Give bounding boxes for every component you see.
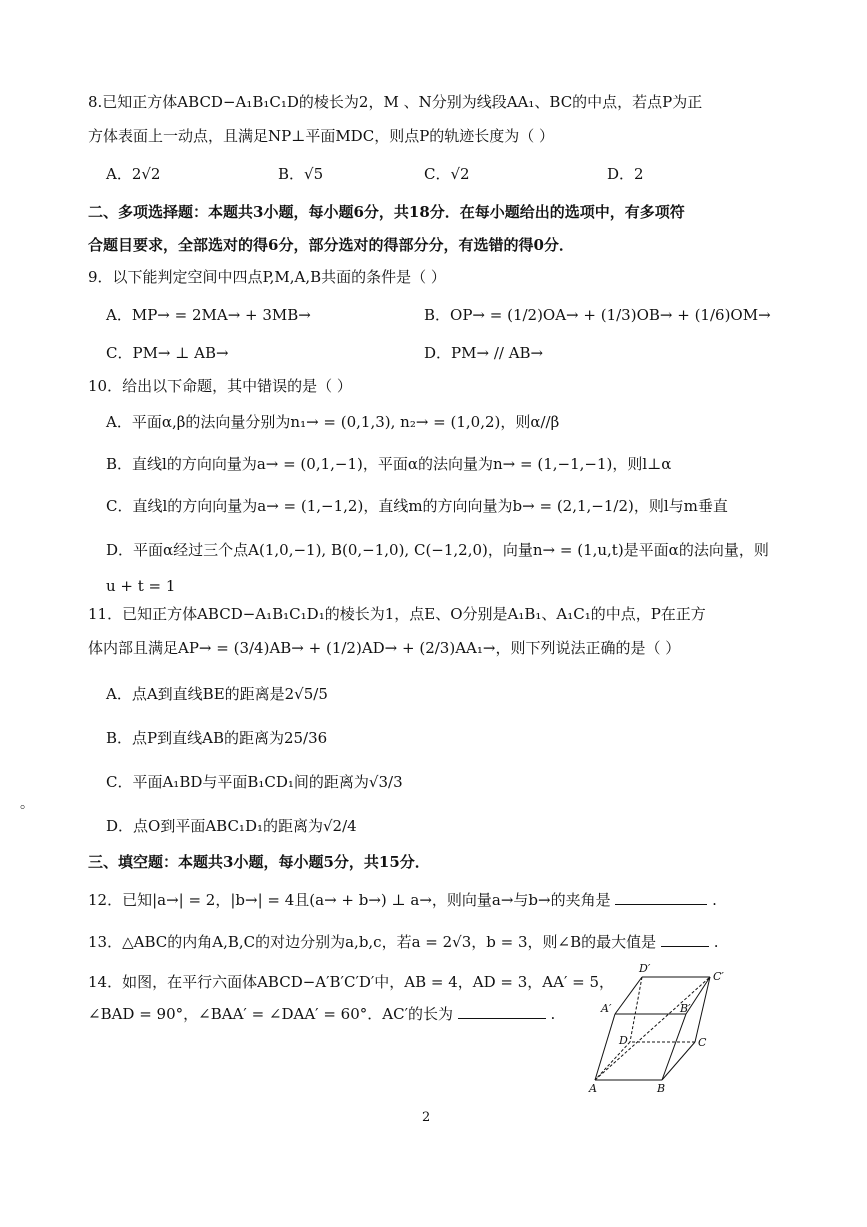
page-number: 2 xyxy=(422,1110,431,1125)
q14-end: . xyxy=(550,1005,556,1023)
q11-option-b: B．点P到直线AB的距离为25/36 xyxy=(106,729,328,747)
q9-stem: 9．以下能判定空间中四点P,M,A,B共面的条件是（ ） xyxy=(88,268,446,286)
section2-heading-line2: 合题目要求，全部选对的得6分，部分选对的得部分分，有选错的得0分． xyxy=(88,236,574,254)
q12-stem: 12．已知|a→| = 2，|b→| = 4且(a→ + b→) ⊥ a→，则向量a→与b→的夹角是 xyxy=(88,891,611,909)
q8-option-d: D．2 xyxy=(607,165,644,183)
q10-option-d: D．平面α经过三个点A(1,0,−1), B(0,−1,0), C(−1,2,0)，向量n→ = (1,u,t)是平面α的法向量，则 xyxy=(106,541,769,559)
q11-stem-line2: 体内部且满足AP→ = (3/4)AB→ + (1/2)AD→ + (2/3)AA₁→，则下列说法正确的是（ ） xyxy=(88,639,681,657)
edge-a1a xyxy=(595,1014,615,1080)
label-c: C xyxy=(698,1036,707,1049)
section3-heading: 三、填空题：本题共3小题，每小题5分，共15分． xyxy=(88,853,430,871)
q11-option-a: A．点A到直线BE的距离是2√5/5 xyxy=(106,685,328,703)
edge-b1b xyxy=(662,1014,686,1080)
q13-answer-blank[interactable] xyxy=(661,932,709,947)
label-b1: B′ xyxy=(680,1002,691,1015)
label-d1: D′ xyxy=(639,962,651,975)
q8-stem-line1: 8.已知正方体ABCD−A₁B₁C₁D的棱长为2，M 、N分别为线段AA₁、BC的中点，若点P为正 xyxy=(88,93,703,111)
q8-option-c: C．√2 xyxy=(424,165,470,183)
q14-answer-blank[interactable] xyxy=(458,1004,546,1019)
label-a1: A′ xyxy=(601,1002,612,1015)
q11-option-c: C．平面A₁BD与平面B₁CD₁间的距离为√3/3 xyxy=(106,773,403,791)
q10-option-a: A．平面α,β的法向量分别为n₁→ = (0,1,3), n₂→ = (1,0,2)，则α//β xyxy=(106,413,560,431)
q12-end: . xyxy=(712,891,717,909)
q11-option-d: D．点O到平面ABC₁D₁的距离为√2/4 xyxy=(106,817,357,835)
stray-mark: 。 xyxy=(20,796,34,812)
edge-d1d xyxy=(630,977,642,1042)
q10-option-d-continued: u + t = 1 xyxy=(106,577,176,595)
q14-stem-line2: ∠BAD = 90°，∠BAA′ = ∠DAA′ = 60°．AC′的长为 xyxy=(88,1005,453,1023)
edge-a1d1 xyxy=(615,977,642,1014)
q10-option-b: B．直线l的方向向量为a→ = (0,1,−1)，平面α的法向量为n→ = (1,−1,−1)，则l⊥α xyxy=(106,455,672,473)
label-b: B xyxy=(657,1082,666,1095)
edge-bc xyxy=(662,1042,695,1080)
q11-stem-line1: 11．已知正方体ABCD−A₁B₁C₁D₁的棱长为1，点E、O分别是A₁B₁、A₁C₁的中点，P在正方 xyxy=(88,605,706,623)
q13-line xyxy=(88,932,718,952)
label-c1: C′ xyxy=(713,970,724,983)
q12-answer-blank[interactable] xyxy=(615,890,707,905)
q9-option-d: D．PM→ // AB→ xyxy=(424,344,544,362)
q10-option-c: C．直线l的方向向量为a→ = (1,−1,2)，直线m的方向向量为b→ = (2,1,−1/2)，则l与m垂直 xyxy=(106,497,728,515)
edge-c1c xyxy=(695,977,710,1042)
q13-end: . xyxy=(713,933,719,951)
q13-stem: 13．△ABC的内角A,B,C的对边分别为a,b,c，若a = 2√3，b = 3，则∠B的最大值是 xyxy=(88,933,657,951)
label-a: A xyxy=(589,1082,597,1095)
parallelepiped-figure xyxy=(585,960,735,1095)
q14-line2 xyxy=(88,1004,555,1024)
q9-option-b: B．OP→ = (1/2)OA→ + (1/3)OB→ + (1/6)OM→ xyxy=(424,306,771,324)
q8-stem-line2: 方体表面上一动点，且满足NP⊥平面MDC，则点P的轨迹长度为（ ） xyxy=(88,127,555,145)
q14-stem-line1: 14．如图，在平行六面体ABCD−A′B′C′D′中，AB = 4，AD = 3，AA′ = 5， xyxy=(88,973,615,991)
q9-option-a: A．MP→ = 2MA→ + 3MB→ xyxy=(106,306,311,324)
diagonal-ac1 xyxy=(595,977,710,1080)
q9-option-c: C．PM→ ⊥ AB→ xyxy=(106,344,229,362)
q12-line xyxy=(88,890,717,910)
q10-stem: 10．给出以下命题，其中错误的是（ ） xyxy=(88,377,352,395)
q8-option-b: B．√5 xyxy=(278,165,324,183)
q8-option-a: A．2√2 xyxy=(106,165,161,183)
label-d: D xyxy=(619,1034,628,1047)
section2-heading-line1: 二、多项选择题：本题共3小题，每小题6分，共18分．在每小题给出的选项中，有多项符 xyxy=(88,203,685,221)
